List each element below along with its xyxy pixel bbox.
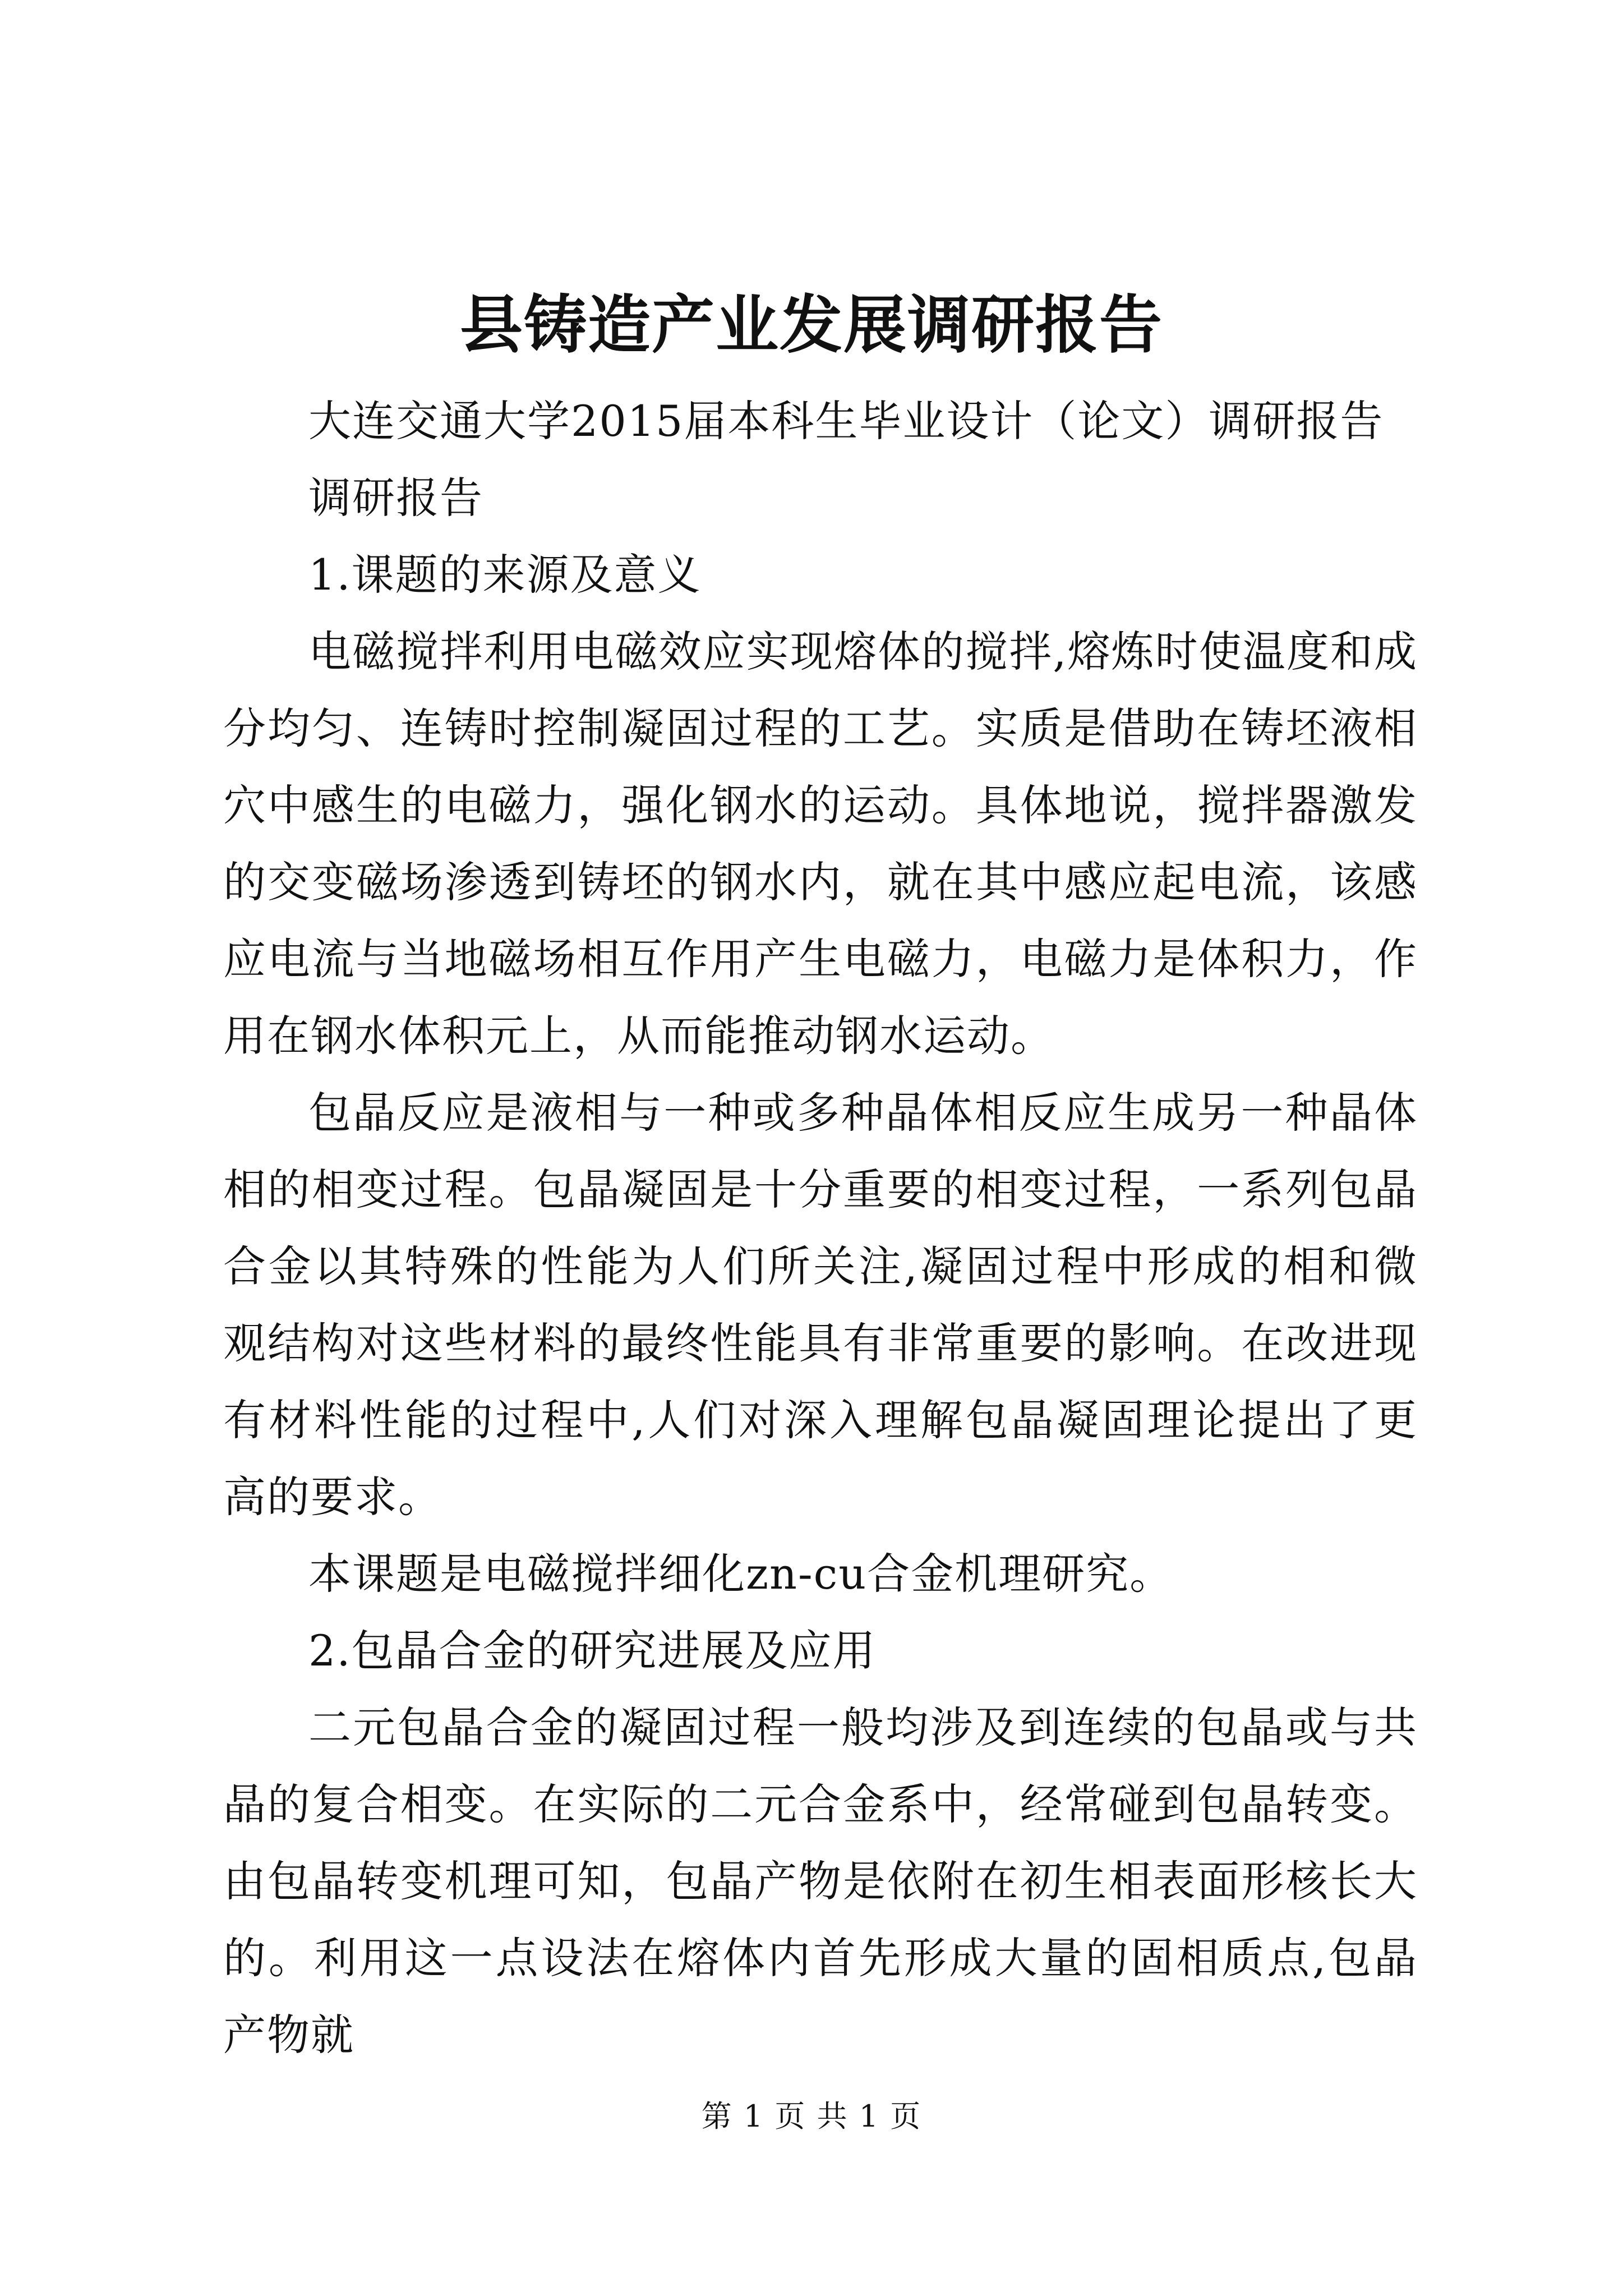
section-heading-2: 2.包晶合金的研究进展及应用 [308,1626,877,1676]
subtitle-paragraph: 大连交通大学2015届本科生毕业设计（论文）调研报告 [308,396,1384,446]
section-heading: 调研报告 [308,473,483,523]
document-title: 县铸造产业发展调研报告 [460,288,1163,362]
paragraph-topic: 本课题是电磁搅拌细化zn-cu合金机理研究。 [308,1549,1174,1599]
page-footer: 第 1 页 共 1 页 [701,2099,922,2134]
paragraph-peritectic-reaction: 包晶反应是液相与一种或多种晶体相反应生成另一种晶体相的相变过程。包晶凝固是十分重要的相变过程，一系列包晶合金以其特殊的性能为人们所关注,凝固过程中形成的相和微观结构对这些材料的最终性能具有非常重要的影响。在改进现有材料性能的过程中,人们对深入理解包晶凝固理论提出了更高的要求。 [223,1088,1418,1522]
section-heading-1: 1.课题的来源及意义 [308,550,702,600]
paragraph-electromagnetic-stirring: 电磁搅拌利用电磁效应实现熔体的搅拌,熔炼时使温度和成分均匀、连铸时控制凝固过程的工艺。实质是借助在铸坯液相穴中感生的电磁力，强化钢水的运动。具体地说，搅拌器激发的交变磁场渗透到铸坯的钢水内，就在其中感应起电流，该感应电流与当地磁场相互作用产生电磁力，电磁力是体积力，作用在钢水体积元上，从而能推动钢水运动。 [223,627,1418,1061]
document-body [223,383,1418,2073]
paragraph-binary-alloys: 二元包晶合金的凝固过程一般均涉及到连续的包晶或与共晶的复合相变。在实际的二元合金系中，经常碰到包晶转变。由包晶转变机理可知，包晶产物是依附在初生相表面形核长大的。利用这一点设法在熔体内首先形成大量的固相质点,包晶产物就 [223,1703,1418,2060]
